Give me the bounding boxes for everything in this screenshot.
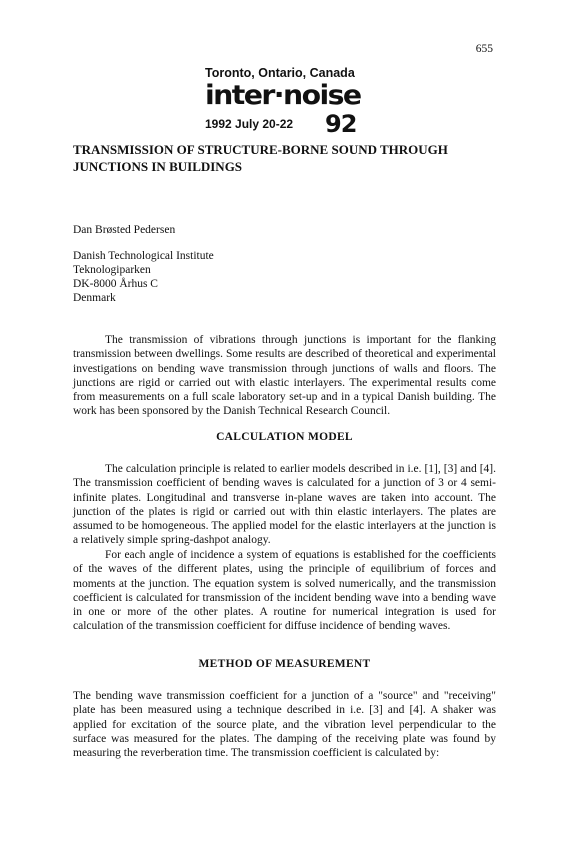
conference-header (205, 66, 375, 138)
author-name: Dan Brøsted Pedersen (73, 224, 176, 236)
conference-year: 92 (325, 110, 357, 138)
body-paragraph: The bending wave transmission coefficient for a junction of a "source" and "receiving" plate has been measured using a technique described in i.e. [3] and [4]. A shaker was applied for excitation of the source plate, and the vibration level perpendicular to the surface was measured for the plates. The damping of the receiving plate was found by measuring the reverberation time. The transmission coefficient is calculated by: (73, 690, 496, 760)
affiliation-line: Denmark (73, 292, 116, 304)
section-heading-calculation: CALCULATION MODEL (216, 431, 353, 443)
page-number: 655 (475, 43, 493, 55)
conference-logo: inter·noise (205, 80, 361, 111)
conference-location: Toronto, Ontario, Canada (205, 66, 355, 80)
body-paragraph: For each angle of incidence a system of equations is established for the coefficients of the waves of the different plates, using the principle of equilibrium of forces and moments at the junction. The equation system is solved numerically, and the transmission coefficient is calculated for transmission of the incident bending wave into a bending wave in one or more of the other plates. A routine for numerical integration is used for calculation of the transmission coefficient for diffuse incidence of bending waves. (73, 549, 496, 633)
paper-title: TRANSMISSION OF STRUCTURE-BORNE SOUND THROUGH JUNCTIONS IN BUILDINGS (73, 142, 448, 174)
affiliation-line: Danish Technological Institute (73, 250, 214, 262)
affiliation-line: DK-8000 Århus C (73, 278, 158, 290)
conference-date-row (205, 110, 375, 138)
body-paragraph: The calculation principle is related to earlier models described in i.e. [1], [3] and [4]. The transmission coefficient of bending waves is calculated for a junction of 3 or 4 semi-infinite plates. Longitudinal and transverse in-plane waves are taken into account. The junction of the plates is rigid or carried out with thin elastic interlayers. The plates are assumed to be homogeneous. The applied model for the elastic interlayers at the junction is a relatively simple spring-dashpot analogy. (73, 463, 496, 547)
conference-dates: 1992 July 20-22 (205, 117, 294, 131)
abstract-paragraph: The transmission of vibrations through junctions is important for the flanking transmission between dwellings. Some results are described of theoretical and experimental investigations on bending wave transmission through junctions of walls and floors. The junctions are rigid or carried out with elastic interlayers. The experimental results come from measurements on a full scale laboratory set-up and in a typical Danish building. The work has been sponsored by the Danish Technical Research Council. (73, 334, 496, 418)
section-heading-measurement: METHOD OF MEASUREMENT (198, 658, 371, 670)
author-affiliation (73, 249, 214, 305)
affiliation-line: Teknologiparken (73, 264, 151, 276)
